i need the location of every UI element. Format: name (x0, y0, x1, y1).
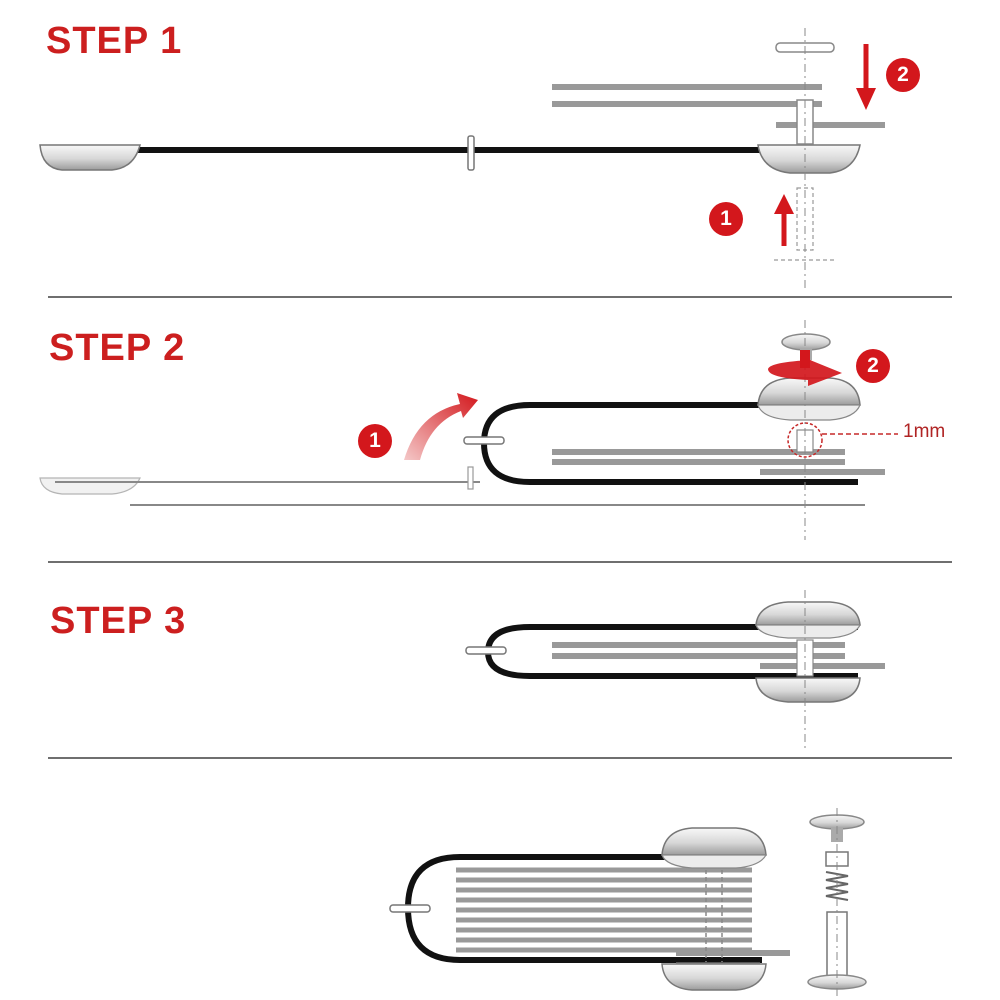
fold-keeper (464, 437, 504, 444)
gap-measurement-label: 1mm (903, 421, 946, 442)
bottom-end-cap (756, 678, 860, 702)
fold-keeper (390, 905, 430, 912)
step3-title: STEP 3 (50, 600, 187, 642)
exploded-screw-set (808, 808, 866, 998)
section-divider (48, 757, 952, 759)
section-divider (48, 296, 952, 298)
final-assembly-diagram (390, 808, 866, 998)
top-end-cap-base (662, 855, 766, 868)
step1-callout-1: 1 (709, 202, 743, 236)
step2-callout-2: 2 (856, 349, 890, 383)
middle-keeper (468, 136, 474, 170)
step1-callout-2: 2 (886, 58, 920, 92)
fold-keeper (466, 647, 506, 654)
middle-keeper-faded (468, 467, 473, 489)
bottom-end-cap (662, 964, 766, 990)
top-end-cap-base (756, 625, 860, 638)
left-end-cap (40, 145, 140, 170)
fold-arrow-icon (404, 393, 478, 460)
section-divider (48, 561, 952, 563)
arrow-up-icon (774, 194, 794, 246)
left-end-cap-faded (40, 478, 140, 494)
key-stack (456, 870, 752, 950)
top-end-cap (662, 828, 766, 855)
step2-title: STEP 2 (49, 327, 186, 369)
screw-head (782, 334, 830, 350)
right-end-cap (758, 145, 860, 173)
arrow-down-icon (856, 44, 876, 110)
step3-diagram (466, 590, 885, 750)
step1-diagram (40, 28, 885, 290)
step2-callout-1: 1 (358, 424, 392, 458)
top-end-cap (756, 602, 860, 625)
top-end-cap-base (758, 405, 860, 420)
step1-title: STEP 1 (46, 20, 183, 62)
